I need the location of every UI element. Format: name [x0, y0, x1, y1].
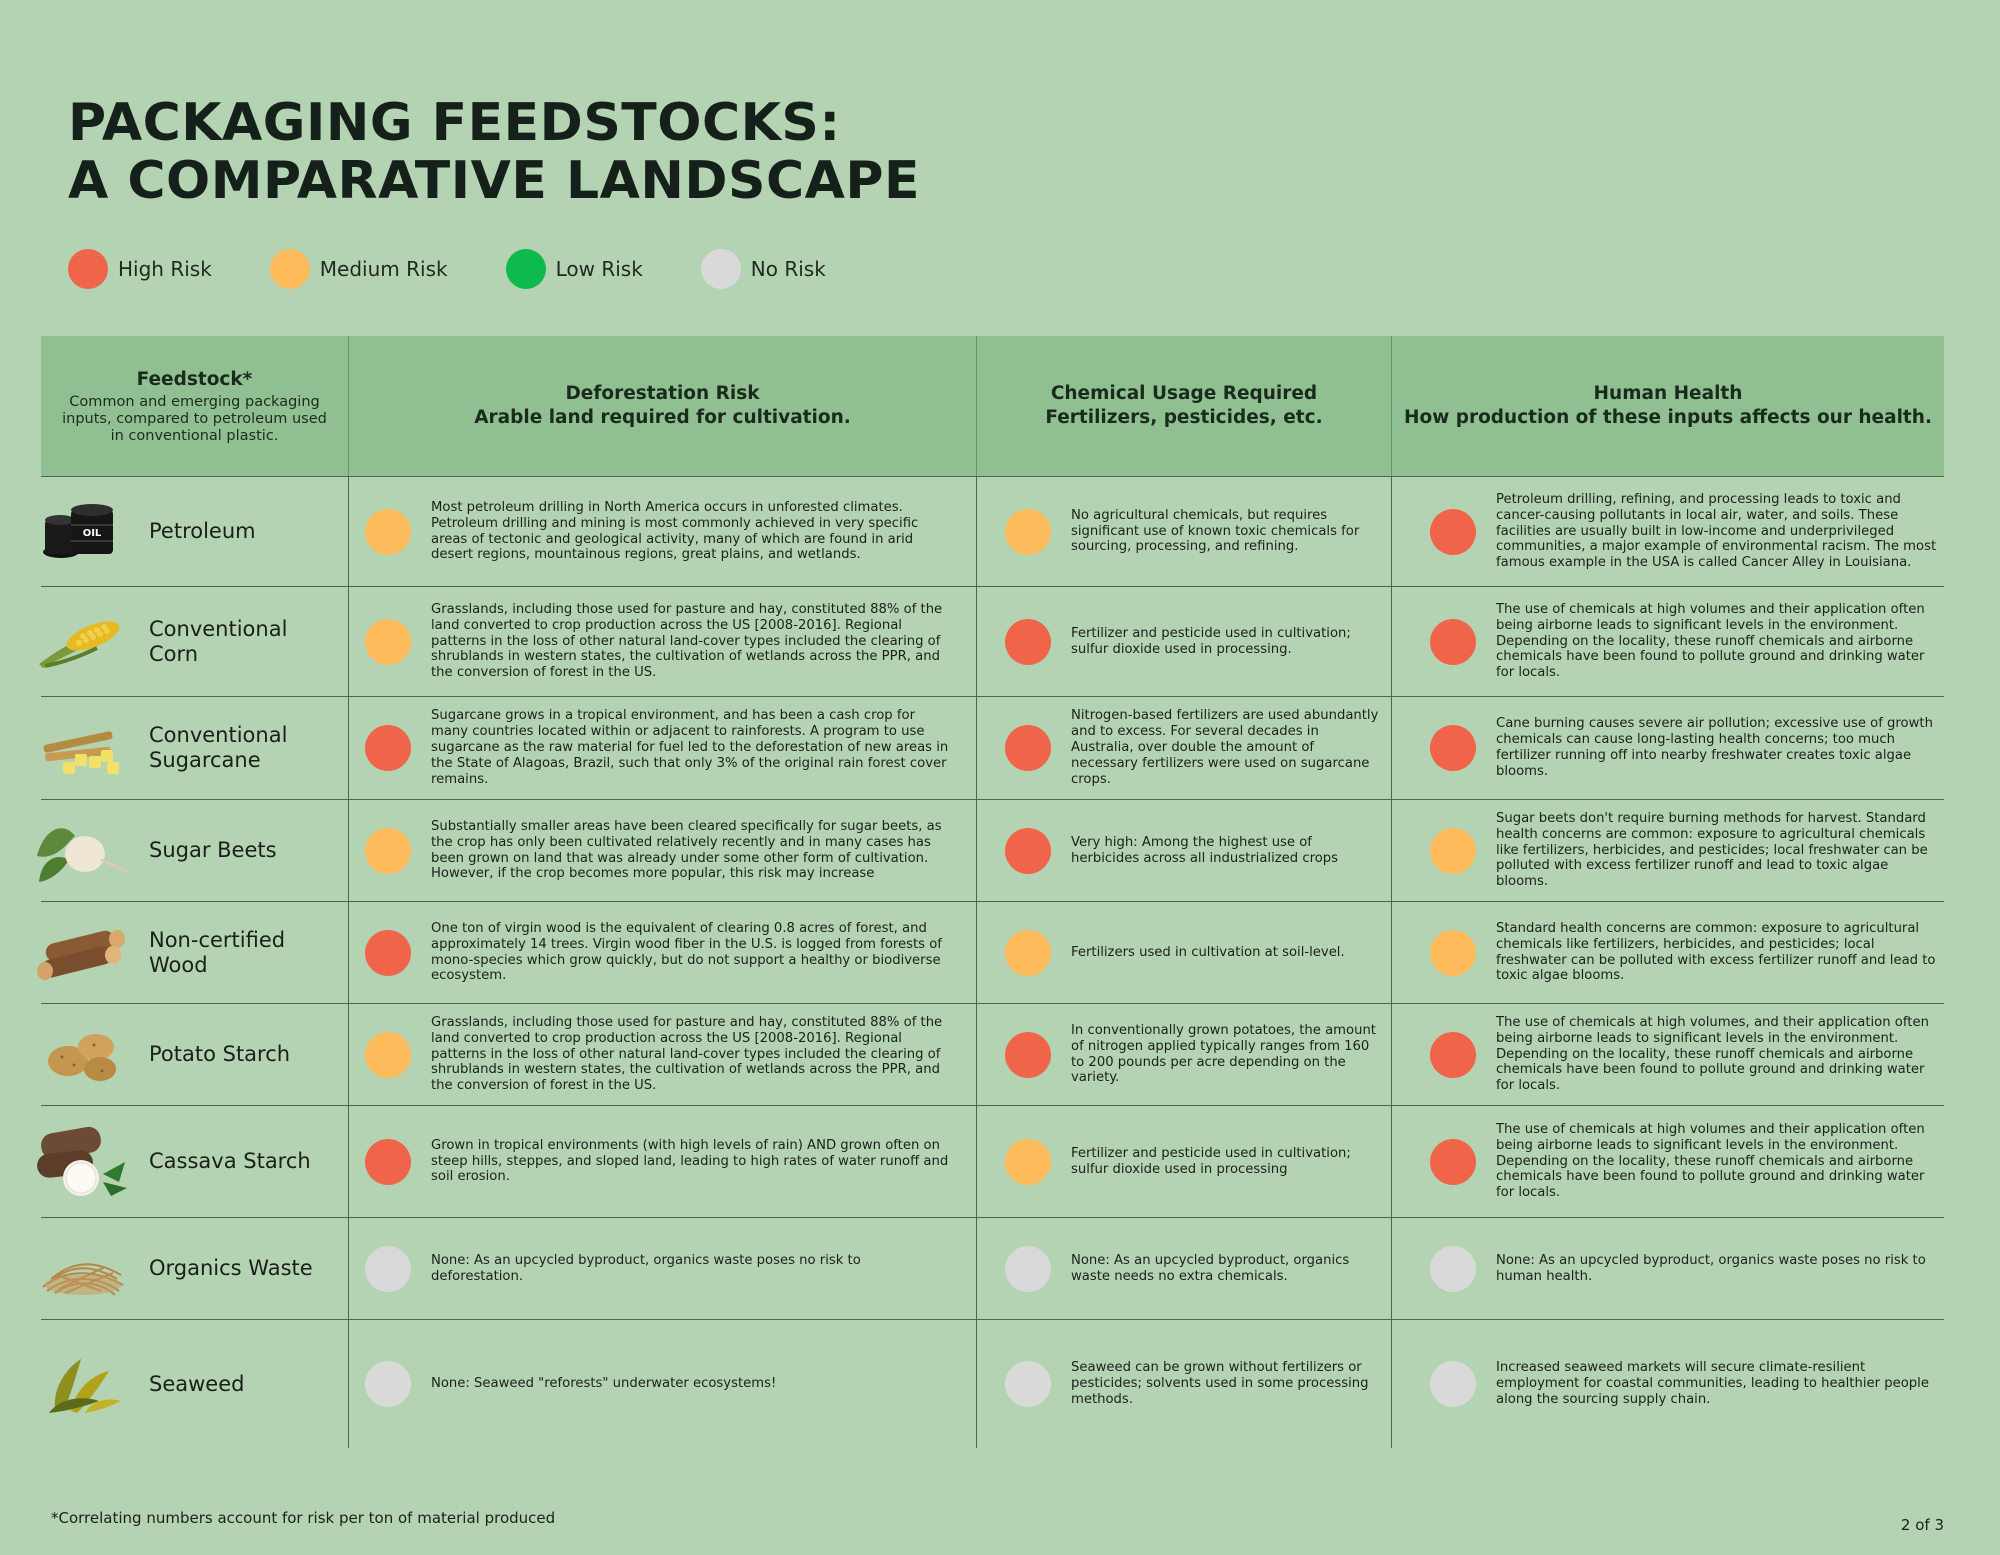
deforestation-cell: [349, 902, 977, 1003]
legend-label-medium: Medium Risk: [319, 257, 448, 281]
chemical-description: Fertilizer and pesticide used in cultivation; sulfur dioxide used in processing: [1071, 1145, 1351, 1177]
chemical-description: None: As an upcycled byproduct, organics waste needs no extra chemicals.: [1071, 1252, 1350, 1284]
health-description: The use of chemicals at high volumes and their application often being airborne leads to significant levels in the environment. Depending on the locality, these runoff chemicals and airborne chemicals have been found to pollute ground and drinking water for locals.: [1496, 1121, 1925, 1201]
deforestation-risk-indicator: [365, 828, 411, 874]
table-row: [41, 1105, 1944, 1217]
chemical-cell: [977, 902, 1392, 1003]
health-cell: [1392, 1106, 1944, 1217]
table-body: [41, 476, 1944, 1448]
table-row: [41, 586, 1944, 696]
health-description: Standard health concerns are common: exposure to agricultural chemicals like fertilizers, herbicides, and pesticides; local freshwater can be polluted with excess fertilizer runoff and lead to toxic algae blooms.: [1496, 920, 1936, 984]
legend-label-none: No Risk: [750, 257, 826, 281]
footnote: *Correlating numbers account for risk per ton of material produced: [51, 1509, 556, 1527]
table-row: [41, 799, 1944, 901]
feedstock-name: Non-certified Wood: [149, 927, 286, 977]
health-risk-indicator: [1430, 725, 1476, 771]
health-cell: [1392, 1004, 1944, 1105]
oil-barrel-icon: [33, 492, 133, 572]
deforestation-description: Substantially smaller areas have been cleared specifically for sugar beets, as the crop has only been cultivated relatively recently and in many cases has been grown on land that was already under some other form of cultivation. However, if the crop becomes more popular, this risk may increase: [431, 818, 942, 882]
deforestation-description: Most petroleum drilling in North America occurs in unforested climates. Petroleum drilling and mining is most commonly achieved in very specific areas of tectonic and geological activity, many of which are found in arid desert regions, mountainous regions, great plains, and wetlands.: [431, 499, 919, 563]
deforestation-cell: [349, 1218, 977, 1319]
chemical-cell: [977, 1004, 1392, 1105]
svg-text:OIL: OIL: [82, 527, 102, 539]
deforestation-risk-indicator: [365, 1361, 411, 1407]
health-description: Petroleum drilling, refining, and processing leads to toxic and cancer-causing pollutants in local air, water, and soils. These facilities are usually built in low-income and underprivileged communities, a major example of environmental racism. The most famous example in the USA is called Cancer Alley in Louisiana.: [1496, 491, 1937, 571]
deforestation-risk-indicator: [365, 1139, 411, 1185]
corn-icon: [33, 602, 133, 682]
feedstock-name: Cassava Starch: [149, 1149, 311, 1173]
health-description: The use of chemicals at high volumes and their application often being airborne leads to significant levels in the environment. Depending on the locality, these runoff chemicals and airborne chemicals have been found to pollute ground and drinking water for locals.: [1496, 601, 1925, 681]
deforestation-description: Grasslands, including those used for pasture and hay, constituted 88% of the land converted to crop production across the US [2008-2016]. Regional patterns in the loss of other natural land-cover types included the clearing of shrublands in western states, the cultivation of wetlands across the PPR, and the conversion of forest in the US.: [431, 601, 943, 681]
chemical-risk-indicator: [1005, 619, 1051, 665]
health-description: The use of chemicals at high volumes, and their application often being airborne leads to significant levels in the environment. Depending on the locality, these runoff chemicals and airborne chemicals have been found to pollute ground and drinking water for locals.: [1496, 1014, 1929, 1094]
health-cell: [1392, 1218, 1944, 1319]
feedstock-cell: [41, 902, 349, 1003]
chemical-cell: [977, 697, 1392, 799]
deforestation-description: One ton of virgin wood is the equivalent of clearing 0.8 acres of forest, and approximately 14 trees. Virgin wood fiber in the U.S. is logged from forests of mono-species which grow quickly, but do not support a healthy or biodiverse ecosystem.: [431, 920, 942, 984]
header-health-title: Human Health: [1593, 383, 1743, 404]
header-health: [1392, 336, 1944, 476]
deforestation-risk-indicator: [365, 725, 411, 771]
risk-legend: [68, 249, 884, 289]
table-row: [41, 696, 1944, 799]
seaweed-icon: [33, 1344, 133, 1424]
legend-item-low: [506, 249, 643, 289]
sugar-beet-icon: [33, 811, 133, 891]
chemical-risk-indicator: [1005, 509, 1051, 555]
health-cell: [1392, 800, 1944, 901]
legend-item-high: [68, 249, 212, 289]
health-risk-indicator: [1430, 1361, 1476, 1407]
deforestation-cell: [349, 697, 977, 799]
health-description: Sugar beets don't require burning methods for harvest. Standard health concerns are common: exposure to agricultural chemicals like fertilizers, herbicides, and pesticides; local freshwater can be polluted with excess fertilizer runoff and lead to toxic algae blooms.: [1496, 810, 1928, 890]
chemical-description: Fertilizer and pesticide used in cultivation; sulfur dioxide used in processing.: [1071, 625, 1351, 657]
feedstock-cell: [41, 800, 349, 901]
health-cell: [1392, 477, 1944, 586]
header-chemical: [977, 336, 1392, 476]
feedstock-name: Seaweed: [149, 1371, 245, 1396]
potato-icon: [33, 1015, 133, 1095]
chemical-risk-indicator: [1005, 828, 1051, 874]
header-health-sub: How production of these inputs affects our health.: [1404, 407, 1932, 428]
health-risk-indicator: [1430, 828, 1476, 874]
chemical-description: In conventionally grown potatoes, the amount of nitrogen applied typically ranges from 160 to 200 pounds per acre depending on the variety.: [1071, 1022, 1376, 1086]
deforestation-cell: [349, 477, 977, 586]
page-title: [68, 94, 920, 210]
legend-item-medium: [270, 249, 448, 289]
feedstock-cell: [41, 587, 349, 696]
chemical-cell: [977, 1320, 1392, 1448]
deforestation-description: None: As an upcycled byproduct, organics waste poses no risk to deforestation.: [431, 1252, 861, 1284]
deforestation-risk-indicator: [365, 509, 411, 555]
legend-dot-medium: [270, 249, 310, 289]
chemical-description: Very high: Among the highest use of herbicides across all industrialized crops: [1071, 834, 1339, 866]
deforestation-description: Grasslands, including those used for pasture and hay, constituted 88% of the land converted to crop production across the US [2008-2016]. Regional patterns in the loss of other natural land-cover types included the clearing of shrublands in western states, the cultivation of wetlands across the PPR, and the conversion of forest in the US.: [431, 1014, 943, 1094]
legend-dot-low: [506, 249, 546, 289]
chemical-risk-indicator: [1005, 1139, 1051, 1185]
table-row: [41, 1217, 1944, 1319]
health-description: None: As an upcycled byproduct, organics waste poses no risk to human health.: [1496, 1252, 1926, 1284]
feedstock-cell: [41, 1004, 349, 1105]
chemical-cell: [977, 477, 1392, 586]
health-risk-indicator: [1430, 1032, 1476, 1078]
table-header: [41, 336, 1944, 476]
chemical-risk-indicator: [1005, 725, 1051, 771]
health-cell: [1392, 697, 1944, 799]
page-number: 2 of 3: [1900, 1516, 1944, 1534]
deforestation-risk-indicator: [365, 1032, 411, 1078]
header-feedstock-title: Feedstock*: [136, 368, 253, 390]
header-feedstock: [41, 336, 349, 476]
feedstock-name: Petroleum: [149, 519, 256, 543]
feedstock-cell: [41, 477, 349, 586]
feedstock-name: Conventional Sugarcane: [149, 723, 288, 772]
chemical-description: Nitrogen-based fertilizers are used abundantly and to excess. For several decades in Australia, over double the amount of necessary fertilizers were used on sugarcane crops.: [1071, 708, 1379, 787]
health-description: Increased seaweed markets will secure climate-resilient employment for coastal communities, leading to healthier people along the sourcing supply chain.: [1496, 1360, 1929, 1407]
health-risk-indicator: [1430, 509, 1476, 555]
wood-logs-icon: [33, 913, 133, 993]
header-deforestation: [349, 336, 977, 476]
title-line-2: A COMPARATIVE LANDSCAPE: [68, 151, 921, 211]
health-risk-indicator: [1430, 1246, 1476, 1292]
straw-icon: [33, 1229, 133, 1309]
table-row: [41, 901, 1944, 1003]
feedstock-name: Organics Waste: [149, 1256, 313, 1280]
deforestation-description: Sugarcane grows in a tropical environment, and has been a cash crop for many countries located within or adjacent to rainforests. A program to use sugarcane as the raw material for fuel led to the deforestation of new areas in the State of Alagoas, Brazil, such that only 3% of the original rain forest cover remains.: [431, 708, 949, 787]
feedstock-name: Conventional Corn: [149, 616, 288, 666]
health-cell: [1392, 1320, 1944, 1448]
legend-item-none: [701, 249, 826, 289]
table-row: [41, 476, 1944, 586]
legend-label-low: Low Risk: [555, 257, 643, 281]
chemical-risk-indicator: [1005, 930, 1051, 976]
feedstock-name: Potato Starch: [149, 1042, 291, 1066]
deforestation-cell: [349, 1320, 977, 1448]
chemical-cell: [977, 587, 1392, 696]
legend-dot-high: [68, 249, 108, 289]
deforestation-cell: [349, 800, 977, 901]
legend-label-high: High Risk: [118, 257, 212, 281]
health-risk-indicator: [1430, 1139, 1476, 1185]
deforestation-description: Grown in tropical environments (with high levels of rain) AND grown often on steep hills, steppes, and sloped land, leading to high rates of water runoff and soil erosion.: [431, 1137, 949, 1185]
chemical-cell: [977, 800, 1392, 901]
health-risk-indicator: [1430, 930, 1476, 976]
deforestation-risk-indicator: [365, 1246, 411, 1292]
legend-dot-none: [701, 249, 741, 289]
deforestation-cell: [349, 1106, 977, 1217]
deforestation-risk-indicator: [365, 930, 411, 976]
cassava-icon: [33, 1122, 133, 1202]
health-description: Cane burning causes severe air pollution; excessive use of growth chemicals can cause long-lasting health concerns; too much fertilizer running off into nearby freshwater creates toxic algae blooms.: [1496, 716, 1933, 779]
header-chemical-sub: Fertilizers, pesticides, etc.: [1045, 407, 1323, 428]
feedstock-name: Sugar Beets: [149, 838, 277, 862]
deforestation-description: None: Seaweed "reforests" underwater ecosystems!: [431, 1376, 777, 1392]
table-row: [41, 1319, 1944, 1448]
header-feedstock-sub: Common and emerging packaging inputs, compared to petroleum used in conventional plastic.: [62, 393, 327, 444]
feedstock-cell: [41, 1106, 349, 1217]
chemical-cell: [977, 1218, 1392, 1319]
chemical-description: No agricultural chemicals, but requires significant use of known toxic chemicals for sourcing, processing, and refining.: [1071, 507, 1360, 555]
table-row: [41, 1003, 1944, 1105]
deforestation-risk-indicator: [365, 619, 411, 665]
header-deforestation-title: Deforestation Risk: [565, 383, 760, 404]
header-deforestation-sub: Arable land required for cultivation.: [474, 407, 851, 428]
chemical-description: Fertilizers used in cultivation at soil-level.: [1071, 944, 1345, 960]
health-cell: [1392, 587, 1944, 696]
feedstock-cell: [41, 1320, 349, 1448]
feedstock-cell: [41, 697, 349, 799]
deforestation-cell: [349, 587, 977, 696]
chemical-risk-indicator: [1005, 1246, 1051, 1292]
header-chemical-title: Chemical Usage Required: [1050, 383, 1318, 404]
feedstock-table: [41, 336, 1944, 1448]
chemical-description: Seaweed can be grown without fertilizers or pesticides; solvents used in some processing methods.: [1071, 1360, 1369, 1407]
health-cell: [1392, 902, 1944, 1003]
chemical-cell: [977, 1106, 1392, 1217]
chemical-risk-indicator: [1005, 1361, 1051, 1407]
deforestation-cell: [349, 1004, 977, 1105]
sugarcane-icon: [33, 708, 133, 788]
health-risk-indicator: [1430, 619, 1476, 665]
chemical-risk-indicator: [1005, 1032, 1051, 1078]
feedstock-cell: [41, 1218, 349, 1319]
title-line-1: PACKAGING FEEDSTOCKS:: [68, 93, 841, 153]
